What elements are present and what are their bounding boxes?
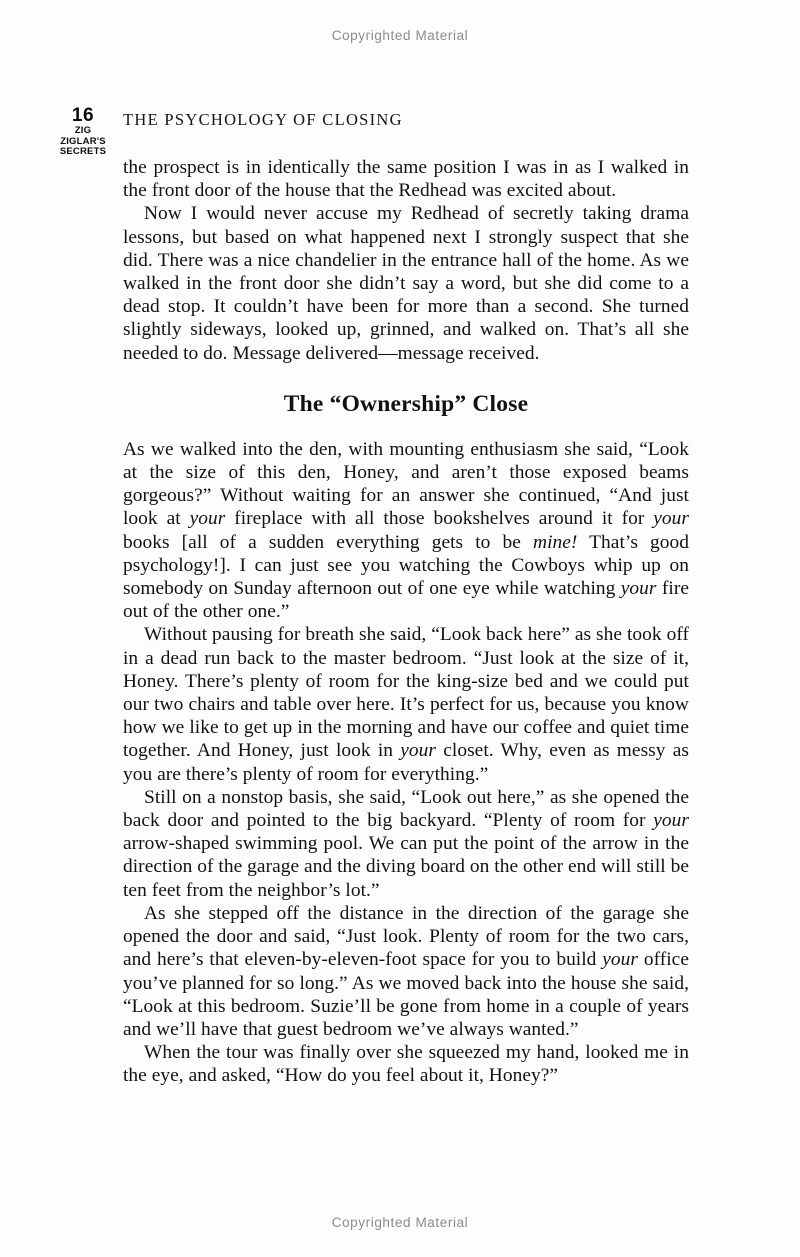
text-run: fire out of the other one.”	[123, 578, 689, 623]
page-number: 16	[71, 105, 95, 126]
copyright-watermark-top: Copyrighted Material	[331, 28, 469, 43]
paragraph-drama-lessons: Now I would never accuse my Redhead of secretly taking drama lessons, but based on what happened next I strongly suspect that she did. There was a nice chandelier in the entrance hall of the home. As we walked in the front door she didn’t say a word, but she did come to a dead stop. It couldn’t have been for more than a second. She turned slightly sideways, looked up, grinned, and walked on. That’s all she needed to do. Message delivered—message received.	[123, 203, 689, 364]
body-text-column	[123, 156, 689, 1088]
copyright-watermark-bottom: Copyrighted Material	[331, 1215, 469, 1230]
text-run: books [all of a sudden everything gets to be	[123, 531, 534, 553]
text-run: office you’ve planned for so long.” As we moved back into the house she said, “Look at this bedroom. Suzie’ll be gone from home in a couple of years and we’ll have that guest bedroom we’ve always wanted.”	[123, 949, 689, 1040]
paragraph-continuation: the prospect is in identically the same position I was in as I walked in the front door of the house that the Redhead was excited about.	[123, 157, 689, 202]
text-run: Still on a nonstop basis, she said, “Look out here,” as she opened the back door and pointed to the big backyard. “Plenty of room for	[123, 786, 689, 832]
paragraph-garage-office	[123, 902, 689, 1041]
series-label-line-1: ZIG	[74, 125, 92, 136]
text-run: As she stepped off the distance in the direction of the garage she opened the door and said, “Just look. Plenty of room for the two cars, and here’s that eleven-by-eleven-foot space for you to build	[123, 902, 689, 971]
text-run: closet. Why, even as messy as you are there’s plenty of room for everything.”	[123, 740, 689, 785]
emphasis-your: your	[653, 810, 689, 832]
emphasis-your: your	[653, 508, 690, 530]
paragraph-den-walkthrough	[123, 438, 689, 624]
paragraph-tour-conclusion: When the tour was finally over she squeezed my hand, looked me in the eye, and asked, “How do you feel about it, Honey?”	[123, 1042, 689, 1087]
emphasis-your: your	[620, 578, 657, 600]
emphasis-your: your	[189, 508, 226, 530]
text-run: As we walked into the den, with mounting enthusiasm she said, “Look at the size of this den, Honey, and aren’t those exposed beams gorgeous?” Without waiting for an answer she continued, “And just look at	[123, 438, 689, 530]
running-head: THE PSYCHOLOGY OF CLOSING	[123, 110, 403, 129]
series-label-line-2: ZIGLAR'S	[60, 135, 106, 147]
section-heading: The “Ownership” Close	[283, 390, 529, 417]
emphasis-mine: mine!	[533, 531, 578, 553]
paragraph-backyard	[123, 786, 689, 902]
paragraph-master-bedroom	[123, 623, 689, 785]
emphasis-your: your	[602, 949, 639, 971]
text-run: That’s good psychology!]. I can just see you watching the Cowboys whip up on somebody on Sunday afternoon out of one eye while watching	[123, 531, 689, 600]
text-run: fireplace with all those bookshelves around it for	[225, 508, 654, 530]
text-run: arrow-shaped swimming pool. We can put the point of the arrow in the direction of the garage and the diving board on the other end will still be ten feet from the neighbor’s lot.”	[123, 833, 689, 901]
margin-series-tab	[52, 106, 114, 158]
series-label-line-3: SECRETS	[59, 146, 107, 157]
text-run: Without pausing for breath she said, “Look back here” as she took off in a dead run back to the master bedroom. “Just look at the size of it, Honey. There’s plenty of room for the king-size bed and we could put our two chairs and table over here. It’s perfect for us, because you know how we like to get up in the morning and have our coffee and quiet time together. And Honey, just look in	[123, 624, 689, 762]
emphasis-your: your	[400, 740, 437, 762]
